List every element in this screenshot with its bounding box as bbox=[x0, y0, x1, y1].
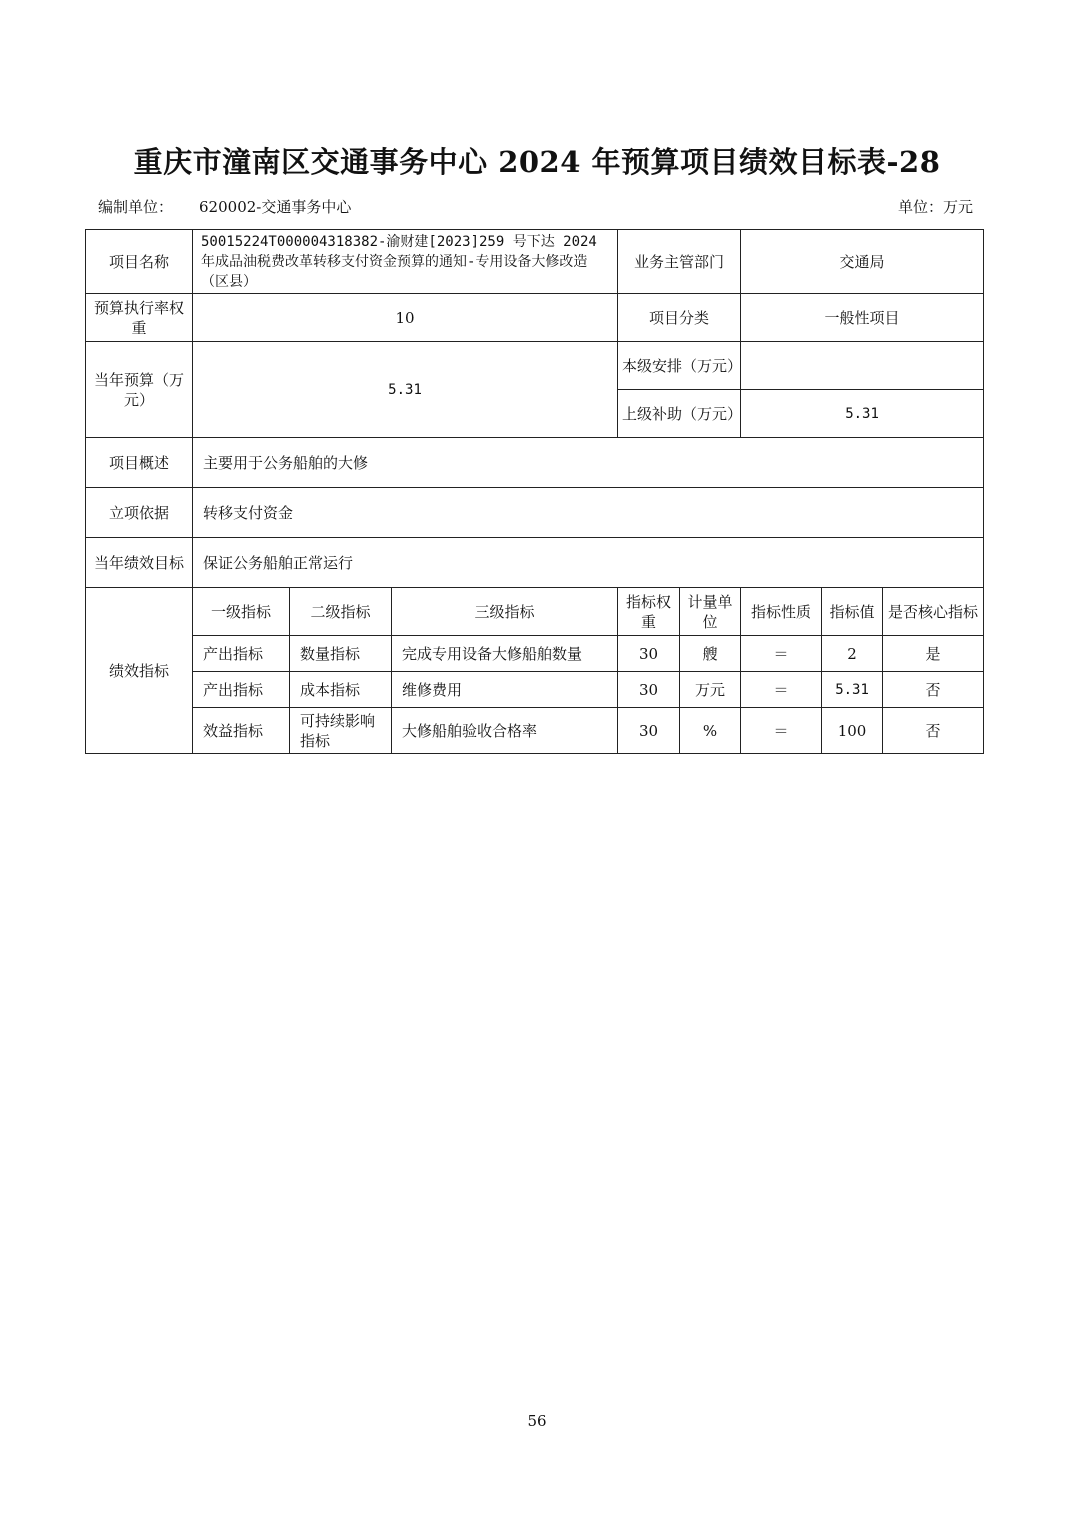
header-cell: 指标权重 bbox=[618, 588, 680, 636]
overview-value: 主要用于公务船舶的大修 bbox=[193, 438, 984, 488]
overview-label: 项目概述 bbox=[86, 438, 193, 488]
indicator-cell: 30 bbox=[618, 672, 680, 708]
indicator-cell: 30 bbox=[618, 708, 680, 754]
basis-value: 转移支付资金 bbox=[193, 488, 984, 538]
local-label: 本级安排（万元） bbox=[618, 342, 741, 390]
superior-label: 上级补助（万元） bbox=[618, 390, 741, 438]
indicator-cell: 否 bbox=[883, 708, 984, 754]
exec-weight-row bbox=[86, 294, 984, 342]
project-name-label: 项目名称 bbox=[86, 230, 193, 294]
superior-value: 5.31 bbox=[741, 390, 984, 438]
indicator-cell: 产出指标 bbox=[193, 636, 290, 672]
page-title: 重庆市潼南区交通事务中心 2024 年预算项目绩效目标表-28 bbox=[133, 145, 941, 179]
indicator-cell: 否 bbox=[883, 672, 984, 708]
indicator-cell: ＝ bbox=[741, 636, 822, 672]
goal-label: 当年绩效目标 bbox=[86, 538, 193, 588]
unit-info: 单位：万元 bbox=[897, 198, 973, 216]
table-row bbox=[86, 636, 984, 672]
indicator-cell: 100 bbox=[822, 708, 883, 754]
header-cell: 三级指标 bbox=[392, 588, 618, 636]
page-number: 56 bbox=[527, 1412, 547, 1430]
indicator-cell: 2 bbox=[822, 636, 883, 672]
indicator-cell: 30 bbox=[618, 636, 680, 672]
org-info bbox=[98, 196, 351, 217]
indicator-cell: 数量指标 bbox=[290, 636, 392, 672]
indicator-cell: 是 bbox=[883, 636, 984, 672]
budget-label: 当年预算（万元） bbox=[86, 342, 193, 438]
basis-label: 立项依据 bbox=[86, 488, 193, 538]
table-row bbox=[86, 672, 984, 708]
indicator-cell: 产出指标 bbox=[193, 672, 290, 708]
perf-label: 绩效指标 bbox=[86, 588, 193, 754]
project-name-value: 50015224T000004318382-渝财建[2023]259 号下达 2024 年成品油税费改革转移支付资金预算的通知-专用设备大修改造（区县） bbox=[193, 230, 618, 294]
indicator-cell: 维修费用 bbox=[392, 672, 618, 708]
indicator-header-row bbox=[86, 588, 984, 636]
indicator-cell: ＝ bbox=[741, 708, 822, 754]
category-label: 项目分类 bbox=[618, 294, 741, 342]
indicator-cell: 可持续影响指标 bbox=[290, 708, 392, 754]
dept-value: 交通局 bbox=[741, 230, 984, 294]
exec-weight-label: 预算执行率权重 bbox=[86, 294, 193, 342]
table-row bbox=[86, 708, 984, 754]
project-name-row bbox=[86, 230, 984, 294]
header-cell: 指标值 bbox=[822, 588, 883, 636]
header-cell: 一级指标 bbox=[193, 588, 290, 636]
org-value: 620002-交通事务中心 bbox=[199, 198, 352, 216]
header-cell: 计量单位 bbox=[680, 588, 741, 636]
indicator-cell: 成本指标 bbox=[290, 672, 392, 708]
indicator-cell: ＝ bbox=[741, 672, 822, 708]
goal-row bbox=[86, 538, 984, 588]
category-value: 一般性项目 bbox=[741, 294, 984, 342]
budget-value: 5.31 bbox=[193, 342, 618, 438]
exec-weight-value: 10 bbox=[193, 294, 618, 342]
indicator-cell: % bbox=[680, 708, 741, 754]
indicator-cell: 大修船舶验收合格率 bbox=[392, 708, 618, 754]
basis-row bbox=[86, 488, 984, 538]
overview-row bbox=[86, 438, 984, 488]
local-value bbox=[741, 342, 984, 390]
budget-row bbox=[86, 342, 984, 390]
indicator-cell: 完成专用设备大修船舶数量 bbox=[392, 636, 618, 672]
header-cell: 指标性质 bbox=[741, 588, 822, 636]
performance-table bbox=[85, 229, 984, 754]
org-label: 编制单位： bbox=[98, 198, 174, 216]
header-cell: 是否核心指标 bbox=[883, 588, 984, 636]
indicator-cell: 5.31 bbox=[822, 672, 883, 708]
indicator-cell: 艘 bbox=[680, 636, 741, 672]
header-cell: 二级指标 bbox=[290, 588, 392, 636]
indicator-cell: 效益指标 bbox=[193, 708, 290, 754]
dept-label: 业务主管部门 bbox=[618, 230, 741, 294]
goal-value: 保证公务船舶正常运行 bbox=[193, 538, 984, 588]
indicator-cell: 万元 bbox=[680, 672, 741, 708]
